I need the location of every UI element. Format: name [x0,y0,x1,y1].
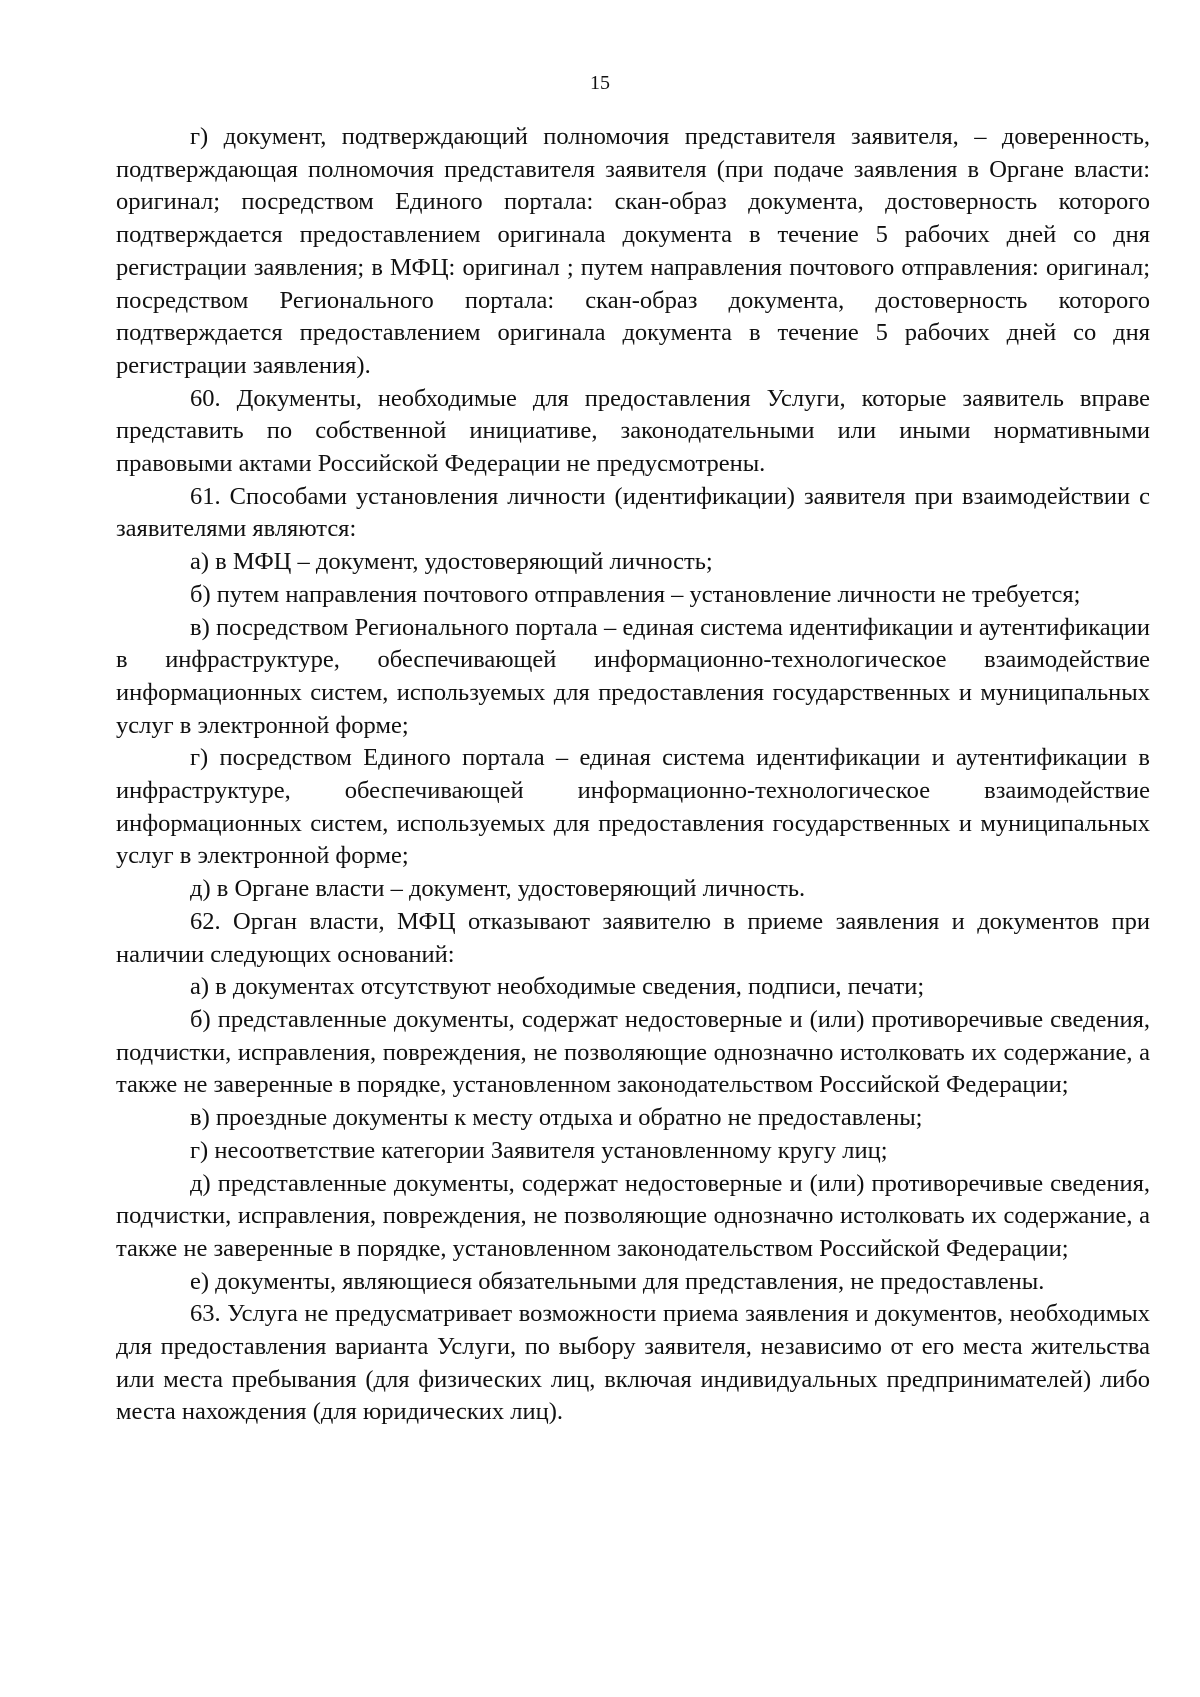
paragraph-62-item-v: в) проездные документы к месту отдыха и обратно не предоставлены; [190,1104,923,1132]
paragraph-60: 60. Документы, необходимые для предоставления Услуги, которые заявитель вправе представить по собственной инициативе, законодательными или иными нормативными правовыми актами Российской Федерации не предусмотрены. [116,384,1150,478]
paragraph-62-item-d: д) представленные документы, содержат недостоверные и (или) противоречивые сведения, подчистки, исправления, повреждения, не позволяющие однозначно истолковать их содержание, а также не заверенные в порядке, установленном законодательством Российской Федерации; [116,1169,1150,1262]
paragraph-item-g-representative-document: г) документ, подтверждающий полномочия представителя заявителя, – доверенность, подтверждающая полномочия представителя заявителя (при подаче заявления в Органе власти: оригинал; посредством Единого портала: скан-образ документа, достоверность которого подтверждается предоставлением оригинала документа в течение 5 рабочих дней со дня регистрации заявления; в МФЦ: оригинал ; путем направления почтового отправления: оригинал; посредством Регионального портала: скан-образ документа, достоверность которого подтверждается предоставлением оригинала документа в течение 5 рабочих дней со дня регистрации заявления). [116,123,1150,379]
paragraph-62: 62. Орган власти, МФЦ отказывают заявителю в приеме заявления и документов при наличии следующих оснований: [116,907,1150,968]
paragraph-61-item-g: г) посредством Единого портала – единая система идентификации и аутентификации в инфраструктуре, обеспечивающей информационно-технологическое взаимодействие информационных систем, используемых для предоставления государственных и муниципальных услуг в электронной форме; [116,744,1150,870]
paragraph-61: 61. Способами установления личности (идентификации) заявителя при взаимодействии с заявителями являются: [116,482,1150,543]
paragraph-61-item-v: в) посредством Регионального портала – единая система идентификации и аутентификации в инфраструктуре, обеспечивающей информационно-технологическое взаимодействие информационных систем, используемых для предоставления государственных и муниципальных услуг в электронной форме; [116,613,1150,739]
paragraph-62-item-g: г) несоответствие категории Заявителя установленному кругу лиц; [190,1136,888,1164]
page-number: 15 [590,72,610,94]
paragraph-62-item-b: б) представленные документы, содержат недостоверные и (или) противоречивые сведения, подчистки, исправления, повреждения, не позволяющие однозначно истолковать их содержание, а также не заверенные в порядке, установленном законодательством Российской Федерации; [116,1005,1150,1099]
paragraph-62-item-a: а) в документах отсутствуют необходимые сведения, подписи, печати; [190,973,925,1001]
paragraph-62-item-e: е) документы, являющиеся обязательными для представления, не предоставлены. [190,1267,1045,1295]
document-body [116,121,1150,1429]
paragraph-61-item-d: д) в Органе власти – документ, удостоверяющий личность. [190,875,806,903]
paragraph-61-item-a: а) в МФЦ – документ, удостоверяющий личность; [190,548,713,576]
paragraph-61-item-b: б) путем направления почтового отправления – установление личности не требуется; [190,580,1081,608]
paragraph-63: 63. Услуга не предусматривает возможности приема заявления и документов, необходимых для предоставления варианта Услуги, по выбору заявителя, независимо от его места жительства или места пребывания (для физических лиц, включая индивидуальных предпринимателей) либо места нахождения (для юридических лиц). [116,1300,1150,1426]
